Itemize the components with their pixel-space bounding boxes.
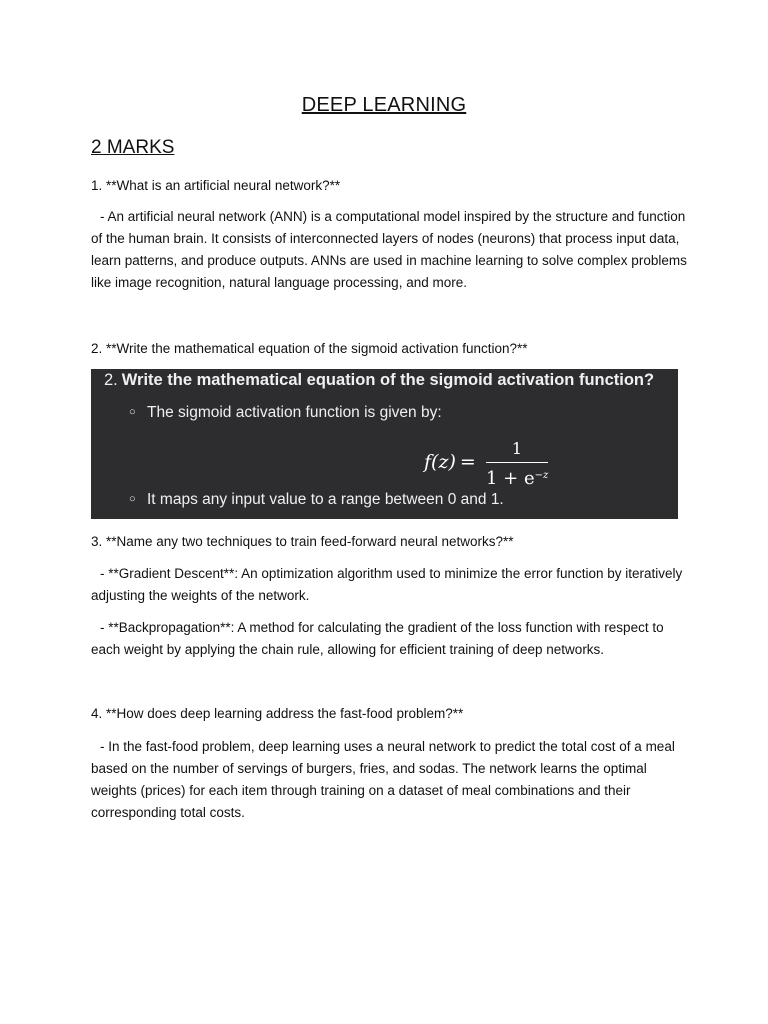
screenshot-bullet-1-text: The sigmoid activation function is given by:	[147, 404, 442, 421]
answer-1	[91, 206, 691, 294]
answer-4	[91, 736, 691, 824]
question-2: 2. **Write the mathematical equation of the sigmoid activation function?**	[91, 341, 528, 356]
answer-3b-text: - **Backpropagation**: A method for calculating the gradient of the loss function with respect to each weight by applying the chain rule, allowing for efficient training of deep networks.	[91, 620, 664, 657]
screenshot-heading	[104, 371, 654, 390]
hollow-bullet-icon: ○	[129, 493, 136, 505]
screenshot-bullet-2-text: It maps any input value to a range between 0 and 1.	[147, 491, 504, 508]
document-title: DEEP LEARNING	[301, 94, 467, 116]
formula-fraction	[486, 439, 548, 489]
formula-function: f(z)	[424, 451, 456, 473]
section-heading: 2 MARKS	[91, 137, 175, 158]
question-4: 4. **How does deep learning address the fast-food problem?**	[91, 706, 464, 721]
formula-exponent: −z	[534, 470, 549, 481]
formula-numerator: 1	[511, 439, 523, 458]
fraction-bar	[486, 462, 548, 463]
question-3: 3. **Name any two techniques to train feed-forward neural networks?**	[91, 534, 514, 549]
sigmoid-screenshot	[91, 369, 678, 519]
screenshot-heading-text: Write the mathematical equation of the sigmoid activation function?	[121, 371, 655, 389]
answer-3a-text: - **Gradient Descent**: An optimization algorithm used to minimize the error function by iteratively adjusting the weights of the network.	[91, 566, 683, 603]
formula-denominator-base: 1 + e	[486, 468, 535, 489]
answer-3a	[91, 563, 691, 607]
answer-3b	[91, 617, 691, 661]
formula-equals: =	[459, 451, 476, 473]
screenshot-bullet-1	[129, 404, 442, 422]
screenshot-heading-number: 2.	[104, 371, 118, 389]
hollow-bullet-icon: ○	[129, 406, 136, 418]
answer-1-text: - An artificial neural network (ANN) is a computational model inspired by the structure and function of the human brain. It consists of interconnected layers of nodes (neurons) that process input data, learn patterns, and produce outputs. ANNs are used in machine learning to solve complex problems like image recognition, natural language processing, and more.	[91, 209, 687, 290]
question-1: 1. **What is an artificial neural network?**	[91, 178, 341, 193]
formula-denominator	[486, 466, 548, 489]
formula-lhs	[424, 451, 476, 473]
answer-4-text: - In the fast-food problem, deep learning uses a neural network to predict the total cost of a meal based on the number of servings of burgers, fries, and sodas. The network learns the optimal weights (prices) for each item through training on a dataset of meal combinations and their corresponding total costs.	[91, 739, 675, 820]
screenshot-bullet-2	[129, 491, 504, 509]
